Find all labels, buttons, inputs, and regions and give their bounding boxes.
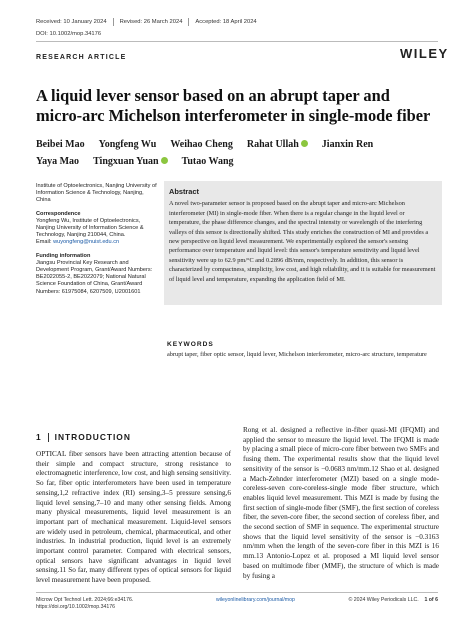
affiliation: Institute of Optoelectronics, Nanjing University of Information Science & Technology, Nanjing, China [36, 183, 157, 204]
body-column-right: Rong et al. designed a reflective in-fiber quasi-MI (IFQMI) and applied the sensor to measure the liquid level. The IFQMI is made by placing a small piece of micro-core fiber between two SMFs and fusing them. The experimental results show that the liquid level sensitivity of the sensor is −0.0683 nm/mm.12 Shao et al. designed a Mach-Zehnder interferometer (MZI) based on a single mode-coreless-seven core-coreless-single mode fiber structure, which enables liquid level measurement. This MZI is made by fusing the first section of single-mode fiber (SMF), the first section of coreless fiber, the seven-core fiber, the second section of coreless fiber, and the second section of SMF in sequence. The experimental structure shows that the liquid level sensitivity of the sensor is −0.3163 nm/mm when the length of the seven-core fiber in this MZI is 16 mm.13 Antonio-Lopez et al. proposed a MI liquid level sensor based on multimode fiber (MMF), the structure of which is made by fusing a [243, 426, 439, 580]
funding-heading: Funding information [36, 252, 91, 259]
publisher-logo[interactable]: WILEY [400, 46, 449, 61]
abstract-heading: Abstract [169, 187, 199, 196]
section-title: INTRODUCTION [54, 432, 131, 442]
author-name-text: Weihao Cheng [170, 139, 233, 150]
journal-site-link[interactable]: wileyonlinelibrary.com/journal/mop [216, 597, 295, 603]
footer-right [349, 597, 438, 603]
author-name-text: Jianxin Ren [321, 139, 374, 150]
footer-rule [36, 592, 438, 593]
author-list [36, 136, 440, 170]
copyright: © 2024 Wiley Periodicals LLC. [348, 597, 419, 603]
orcid-icon[interactable] [301, 140, 308, 147]
journal-citation: Microw Opt Technol Lett. 2024;66:e34176. [36, 597, 134, 603]
email-line [36, 239, 158, 246]
received-date: Received: 10 January 2024 [36, 19, 107, 25]
author-name-text: Rahat Ullah [246, 139, 299, 150]
author-name[interactable] [170, 136, 233, 153]
email-link[interactable]: wuyongfeng@nuist.edu.cn [53, 239, 120, 246]
section-number: 1 [36, 432, 42, 442]
divider [113, 18, 114, 26]
author-name[interactable] [99, 136, 157, 153]
author-name-text: Yongfeng Wu [98, 139, 157, 150]
page-number: 1 of 6 [424, 597, 438, 603]
author-name-text: Beibei Mao [36, 139, 85, 150]
keywords [167, 341, 435, 359]
author-name-text: Tutao Wang [181, 156, 234, 167]
abstract-text: A novel two-parameter sensor is proposed based on the abrupt taper and micro-arc Michelson interferometer (MI) in single-mode fiber. When there is a regular change in the liquid level or temperature, the phase difference changes, and the spectral intensity or wavelength of the interfering valleys of this sensor is directionally shifted. This study enriches the construction of MI and provides a new perspective on liquid level measurement. We experimentally explored the sensor's sensing performance over temperature and liquid level: this sensor's temperature sensitivity and liquid level sensitivity were up to 62.9 pm/°C and 0.2896 dB/mm, respectively. In addition, this sensor is characterized by compactness, simplicity, low cost, and high reliability, and it is suitable for measurement of liquid level and temperature, expanding the application field of MI. [169, 200, 436, 283]
author-info-sidebar [36, 183, 158, 296]
funding-text: Jiangsu Provincial Key Research and Development Program, Grant/Award Numbers: BE2022055-2, BE2022079; National Natural Science Foundation of China, Grant/Award Numbers: 61975084, 6207509, U2001601 [36, 259, 153, 295]
author-name-text: Yaya Mao [36, 156, 80, 167]
doi[interactable]: DOI: 10.1002/mop.34176 [36, 31, 102, 37]
body-column-left: OPTICAL fiber sensors have been attracting attention because of their simple and compact structure, strong resistance to electromagnetic interference, low cost, and high sensing sensitivity. So far, fiber optic interferometers have been used in temperature sensing,1,2 refractive index (RI) sensing,3–5 pressure sensing,6 liquid level sensing,7–10 and many other sensing fields. Among many physical measurements, liquid level measurement is an important part of mechanical measurement. Liquid-level sensors are widely used in petroleum, chemical, pharmaceutical, and other industries. In industrial production, liquid level is an extremely important control parameter. Compared with electrical sensors, optical sensors have significant advantages in liquid level sensing.11 So far, many different types of optical sensors for liquid level measurement have been proposed. [36, 450, 231, 585]
email-label: Email: [36, 239, 52, 246]
author-name[interactable] [93, 153, 168, 170]
article-type: RESEARCH ARTICLE [36, 54, 127, 61]
paper-title: A liquid lever sensor based on an abrupt taper and micro-arc Michelson interferometer in single-mode fiber [36, 86, 431, 125]
section-heading [36, 432, 131, 442]
orcid-icon[interactable] [161, 157, 168, 164]
doi-link[interactable]: https://doi.org/10.1002/mop.34176 [36, 604, 116, 610]
author-name[interactable] [36, 136, 85, 153]
author-name[interactable] [36, 153, 79, 170]
footer-citation [36, 597, 133, 611]
divider [48, 433, 49, 442]
abstract-box [164, 181, 442, 305]
article-dates [36, 18, 257, 26]
author-name-text: Tingxuan Yuan [93, 156, 159, 167]
author-name[interactable] [247, 136, 308, 153]
keywords-heading: KEYWORDS [167, 341, 214, 348]
correspondence-heading: Correspondence [36, 210, 81, 217]
keywords-text: abrupt taper, fiber optic sensor, liquid lever, Michelson interferometer, micro-arc structure, temperature [167, 351, 427, 358]
author-name[interactable] [182, 153, 234, 170]
author-name[interactable] [322, 136, 373, 153]
accepted-date: Accepted: 18 April 2024 [195, 19, 257, 25]
header-rule [36, 41, 438, 42]
divider [188, 18, 189, 26]
correspondence-text: Yongfeng Wu, Institute of Optoelectronics, Nanjing University of Information Science & Technology, Nanjing 210044, China. [36, 217, 144, 239]
revised-date: Revised: 26 March 2024 [119, 19, 183, 25]
